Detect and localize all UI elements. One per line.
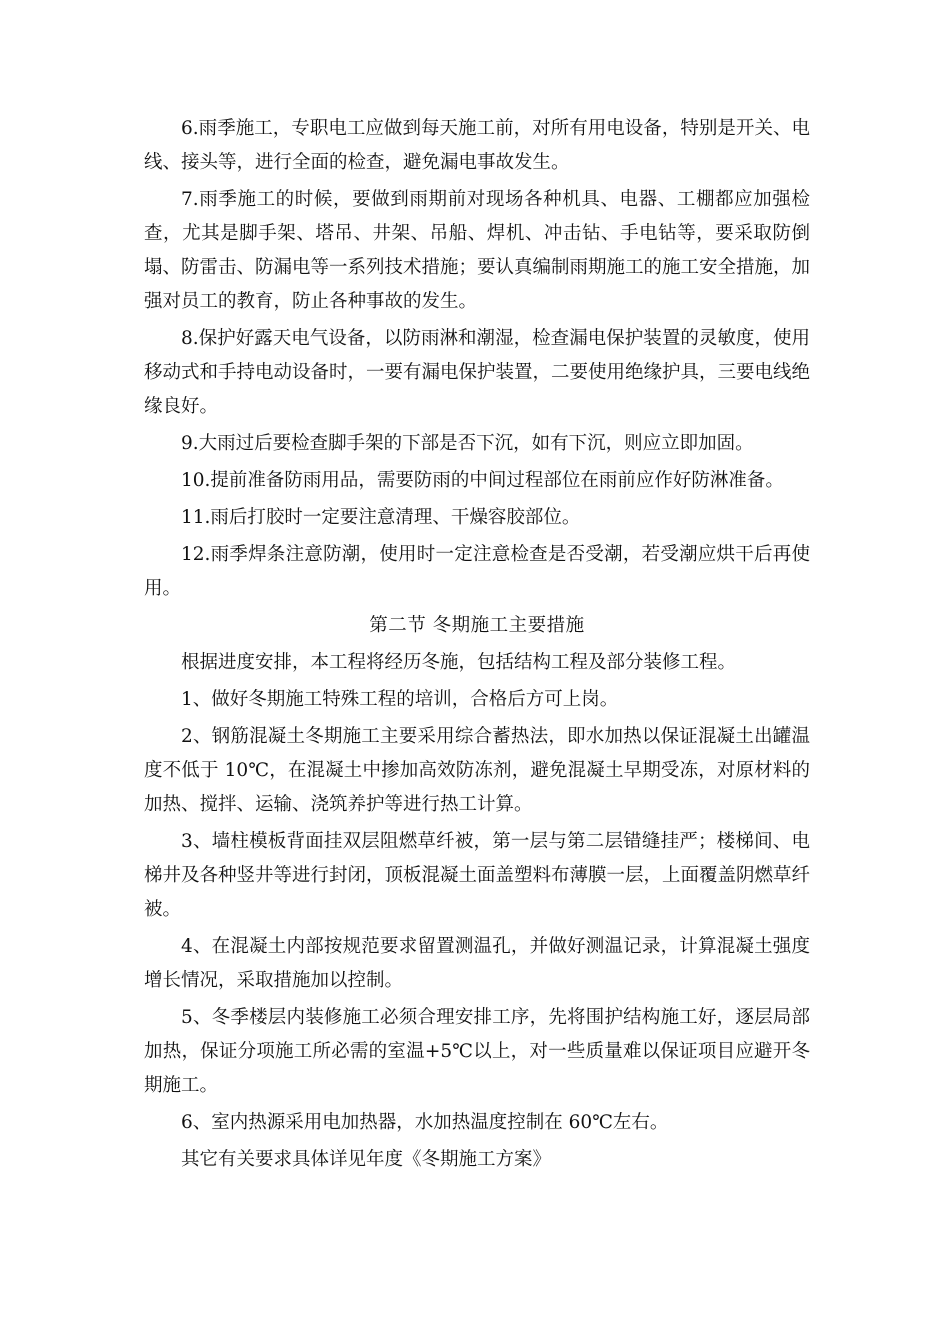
paragraph-winter-2: 2、钢筋混凝土冬期施工主要采用综合蓄热法，即水加热以保证混凝土出罐温度不低于 10℃，在混凝土中掺加高效防冻剂，避免混凝土早期受冻，对原材料的加热、搅拌、运输、浇筑养护等进行热工计算。 <box>144 726 810 815</box>
paragraph-winter-1: 1、做好冬期施工特殊工程的培训，合格后方可上岗。 <box>181 689 619 710</box>
paragraph-rain-10: 10.提前准备防雨用品，需要防雨的中间过程部位在雨前应作好防淋准备。 <box>181 470 784 491</box>
paragraph-winter-4: 4、在混凝土内部按规范要求留置测温孔，并做好测温记录，计算混凝土强度增长情况，采取措施加以控制。 <box>144 936 810 991</box>
paragraph-rain-9: 9.大雨过后要检查脚手架的下部是否下沉，如有下沉，则应立即加固。 <box>181 433 754 454</box>
paragraph-rain-6: 6.雨季施工，专职电工应做到每天施工前，对所有用电设备，特别是开关、电线、接头等，进行全面的检查，避免漏电事故发生。 <box>144 118 810 173</box>
paragraph-rain-11: 11.雨后打胶时一定要注意清理、干燥容胶部位。 <box>181 507 581 528</box>
paragraph-winter-other: 其它有关要求具体详见年度《冬期施工方案》 <box>181 1149 552 1170</box>
section-heading: 第二节 冬期施工主要措施 <box>369 615 585 636</box>
paragraph-winter-5: 5、冬季楼层内装修施工必须合理安排工序，先将围护结构施工好，逐层局部加热，保证分项施工所必需的室温+5℃以上，对一些质量难以保证项目应避开冬期施工。 <box>144 1007 810 1096</box>
paragraph-rain-8: 8.保护好露天电气设备，以防雨淋和潮湿，检查漏电保护装置的灵敏度，使用移动式和手持电动设备时，一要有漏电保护装置，二要使用绝缘护具，三要电线绝缘良好。 <box>144 328 811 417</box>
paragraph-winter-3: 3、墙柱模板背面挂双层阻燃草纤被，第一层与第二层错缝挂严；楼梯间、电梯井及各种竖井等进行封闭，顶板混凝土面盖塑料布薄膜一层，上面覆盖阴燃草纤被。 <box>144 831 811 920</box>
paragraph-winter-intro: 根据进度安排，本工程将经历冬施，包括结构工程及部分装修工程。 <box>181 652 737 673</box>
paragraph-rain-12: 12.雨季焊条注意防潮，使用时一定注意检查是否受潮，若受潮应烘干后再使用。 <box>144 544 810 599</box>
paragraph-winter-6: 6、室内热源采用电加热器，水加热温度控制在 60℃左右。 <box>181 1112 669 1133</box>
paragraph-rain-7: 7.雨季施工的时候，要做到雨期前对现场各种机具、电器、工棚都应加强检查，尤其是脚手架、塔吊、井架、吊船、焊机、冲击钻、手电钻等，要采取防倒塌、防雷击、防漏电等一系列技术措施；要认真编制雨期施工的施工安全措施，加强对员工的教育，防止各种事故的发生。 <box>144 189 811 312</box>
document-page <box>144 112 810 1180</box>
